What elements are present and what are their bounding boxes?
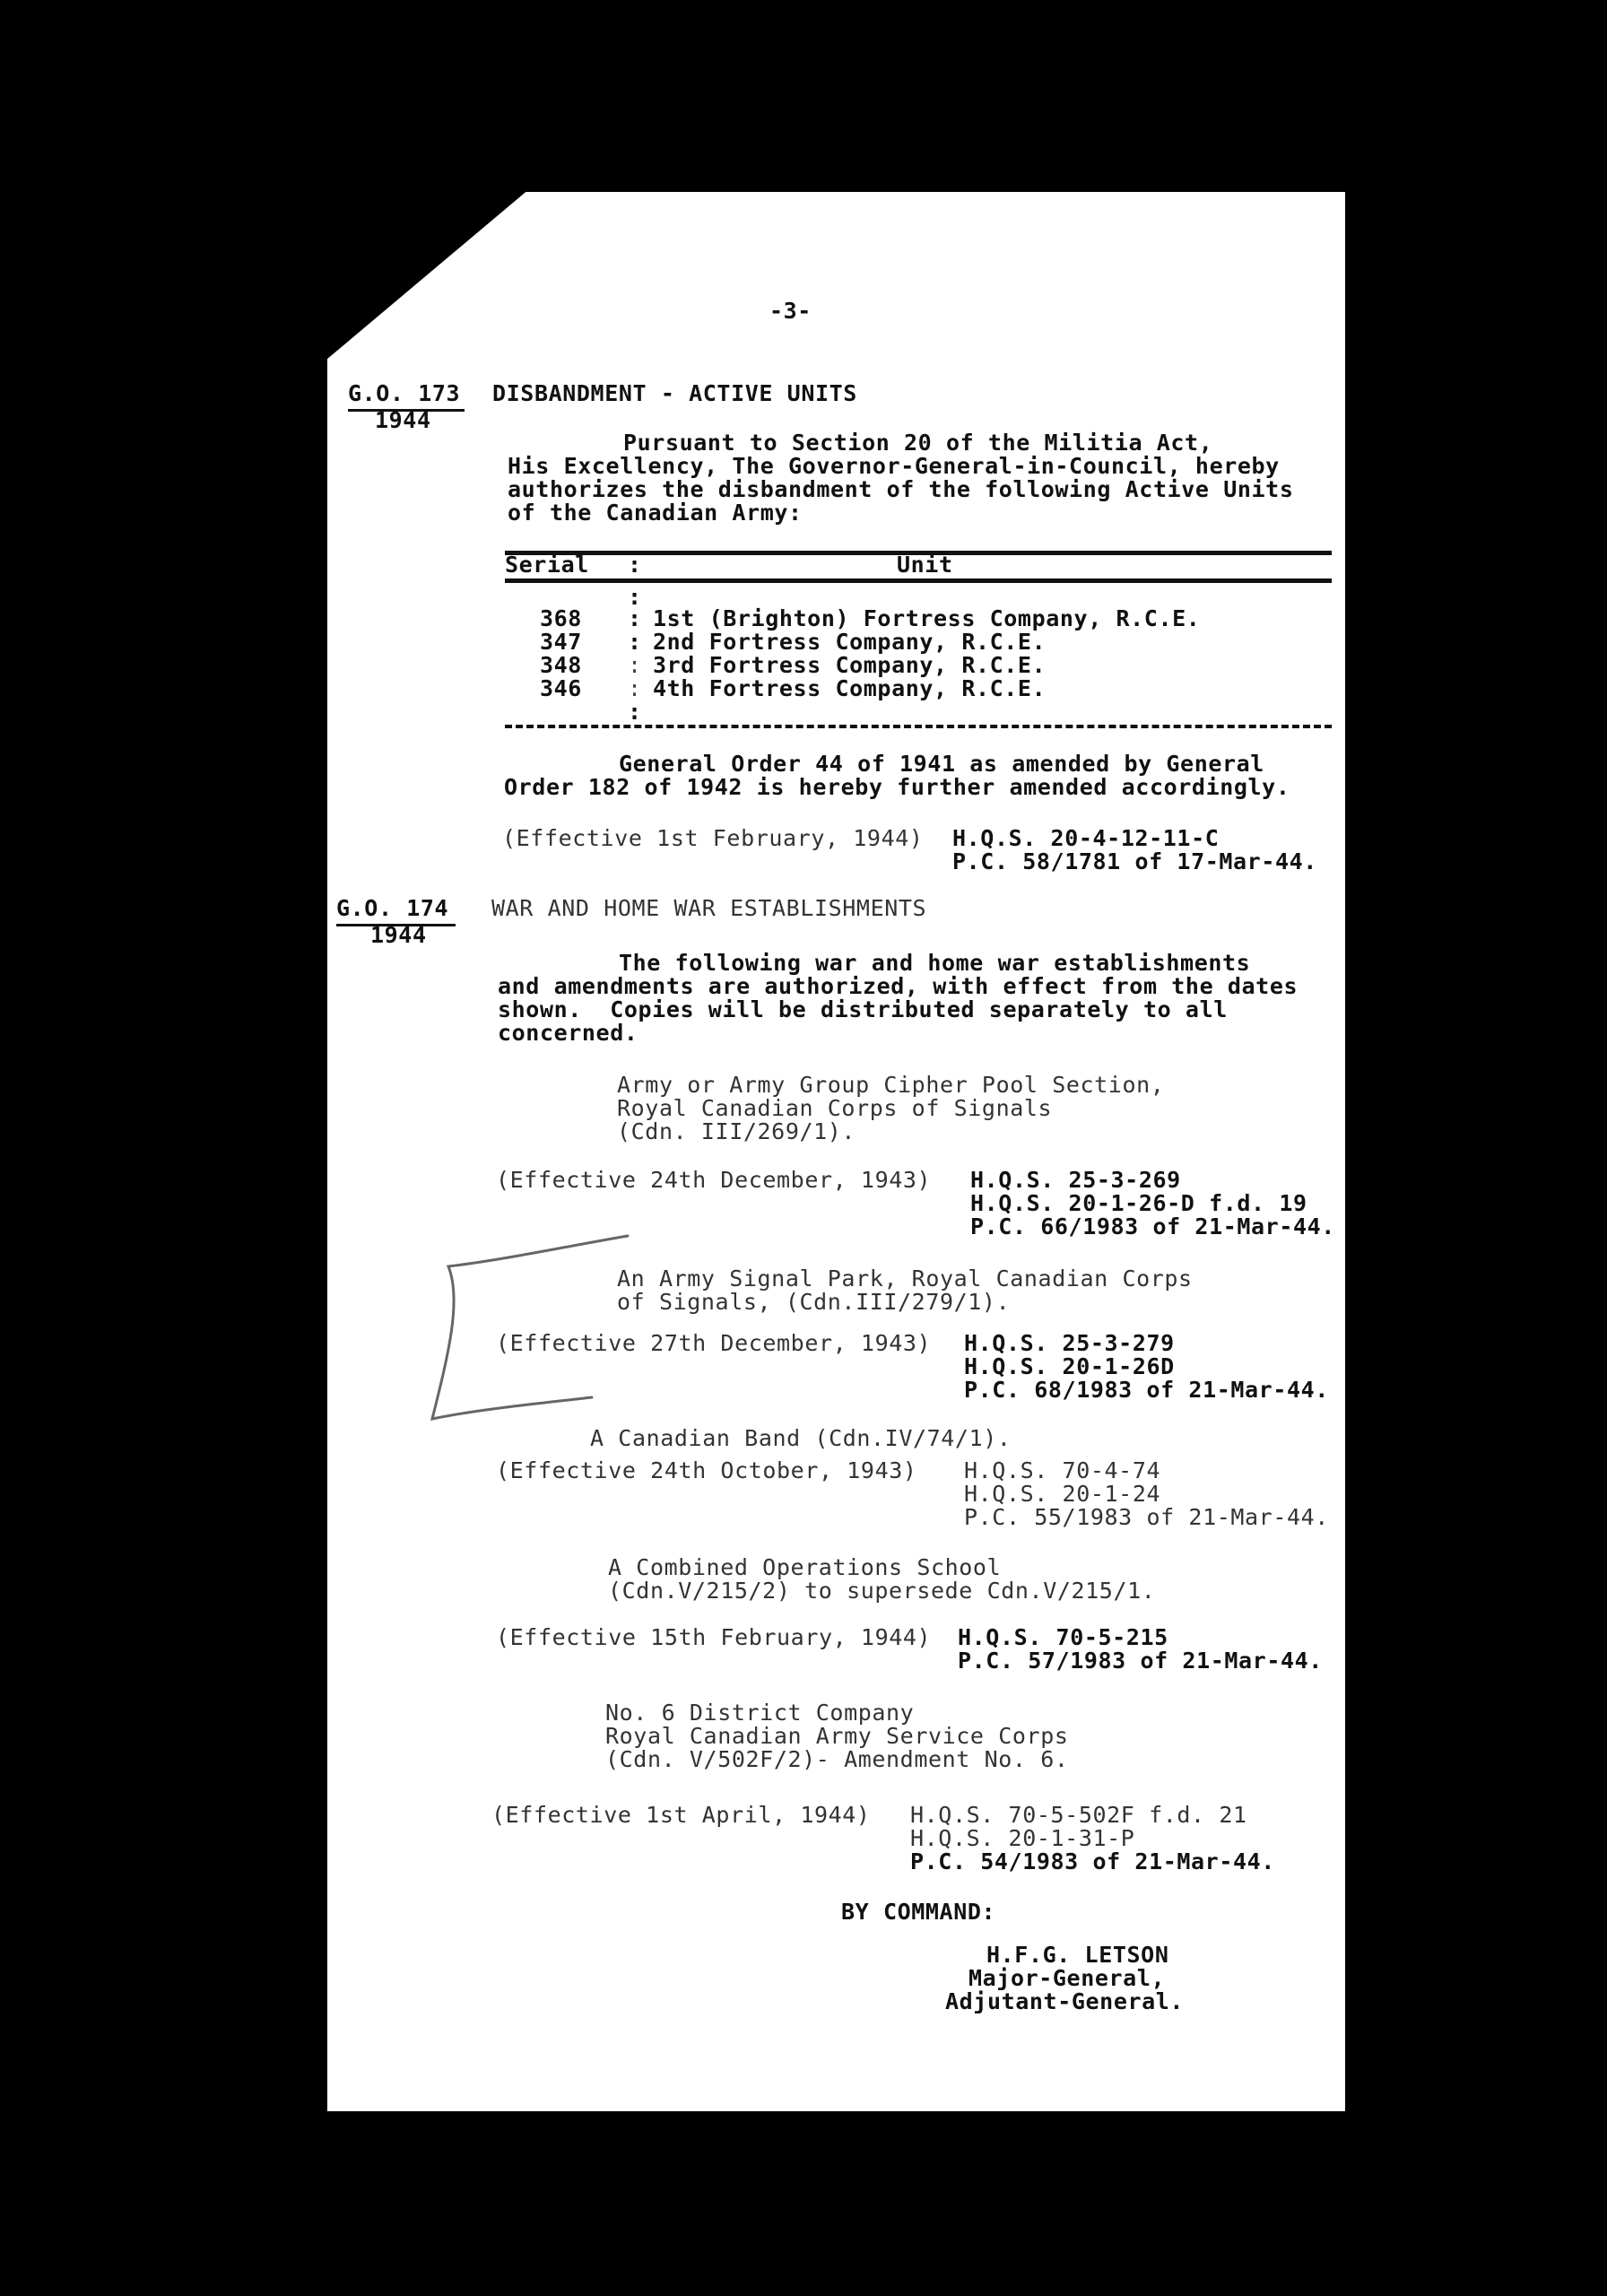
order-174-intro-line: concerned.: [498, 1020, 638, 1046]
table-separator: :: [628, 605, 642, 631]
table-separator: :: [628, 584, 642, 610]
order-174-intro-line: The following war and home war establishments: [619, 950, 1251, 976]
table-cell-unit: 4th Fortress Company, R.C.E.: [653, 675, 1047, 701]
table-header-serial: Serial: [505, 552, 589, 578]
order-173-intro-line: of the Canadian Army:: [508, 500, 803, 526]
order-174-intro-line: shown. Copies will be distributed separately to all: [498, 996, 1228, 1022]
establishment-title-line: A Combined Operations School: [608, 1554, 1002, 1580]
establishment-title-line: (Cdn. V/502F/2)- Amendment No. 6.: [605, 1746, 1069, 1772]
table-separator: :: [628, 652, 642, 678]
order-173-ref: P.C. 58/1781 of 17-Mar-44.: [952, 848, 1317, 874]
order-174-year: 1944: [370, 922, 427, 948]
establishment-title-line: of Signals, (Cdn.III/279/1).: [617, 1289, 1011, 1315]
table-bottom-rule: [505, 725, 1332, 728]
establishment-title-line: Army or Army Group Cipher Pool Section,: [617, 1072, 1165, 1098]
establishment-ref: H.Q.S. 25-3-269: [970, 1167, 1181, 1193]
table-header-rule: [505, 578, 1332, 583]
establishment-title-line: Royal Canadian Army Service Corps: [605, 1723, 1069, 1749]
establishment-ref: H.Q.S. 20-1-31-P: [910, 1825, 1135, 1851]
order-173-effective: (Effective 1st February, 1944): [502, 825, 924, 851]
signatory-rank: Major-General,: [969, 1965, 1166, 1991]
establishment-ref: P.C. 55/1983 of 21-Mar-44.: [964, 1504, 1329, 1530]
order-173-amendment-line: General Order 44 of 1941 as amended by General: [619, 751, 1264, 777]
by-command: BY COMMAND:: [841, 1899, 996, 1925]
table-separator: :: [628, 629, 642, 655]
establishment-title-line: An Army Signal Park, Royal Canadian Corps: [617, 1265, 1193, 1292]
establishment-effective: (Effective 15th February, 1944): [496, 1624, 932, 1650]
establishment-title-line: A Canadian Band (Cdn.IV/74/1).: [590, 1425, 1012, 1451]
table-cell-serial: 368: [540, 605, 582, 631]
order-173-number: G.O. 173: [348, 380, 461, 406]
order-173-year: 1944: [375, 407, 431, 433]
table-cell-unit: 2nd Fortress Company, R.C.E.: [653, 629, 1047, 655]
order-174-number: G.O. 174: [336, 895, 449, 921]
establishment-effective: (Effective 27th December, 1943): [496, 1330, 932, 1356]
pencil-bracket-mark: [421, 1220, 655, 1435]
signatory-title: Adjutant-General.: [945, 1988, 1185, 2014]
order-173-intro-line: authorizes the disbandment of the following Active Units: [508, 476, 1294, 502]
establishment-ref: P.C. 68/1983 of 21-Mar-44.: [964, 1377, 1329, 1403]
table-header-separator: :: [628, 552, 642, 578]
establishment-title-line: Royal Canadian Corps of Signals: [617, 1095, 1053, 1121]
establishment-ref: P.C. 66/1983 of 21-Mar-44.: [970, 1213, 1335, 1239]
signatory-name: H.F.G. LETSON: [986, 1942, 1169, 1968]
establishment-effective: (Effective 24th October, 1943): [496, 1457, 917, 1483]
table-cell-unit: 3rd Fortress Company, R.C.E.: [653, 652, 1047, 678]
establishment-ref: H.Q.S. 25-3-279: [964, 1330, 1175, 1356]
establishment-effective: (Effective 1st April, 1944): [491, 1802, 871, 1828]
establishment-ref: P.C. 54/1983 of 21-Mar-44.: [910, 1848, 1275, 1874]
table-cell-unit: 1st (Brighton) Fortress Company, R.C.E.: [653, 605, 1201, 631]
order-173-amendment-line: Order 182 of 1942 is hereby further amended accordingly.: [504, 774, 1290, 800]
establishment-title-line: No. 6 District Company: [605, 1700, 915, 1726]
table-cell-serial: 347: [540, 629, 582, 655]
table-separator: :: [628, 675, 642, 701]
establishment-ref: H.Q.S. 70-5-502F f.d. 21: [910, 1802, 1247, 1828]
order-174-heading: WAR AND HOME WAR ESTABLISHMENTS: [491, 895, 927, 921]
order-173-intro-line: His Excellency, The Governor-General-in-Council, hereby: [508, 453, 1280, 479]
establishment-effective: (Effective 24th December, 1943): [496, 1167, 932, 1193]
table-separator: :: [628, 699, 642, 725]
establishment-ref: H.Q.S. 20-1-26D: [964, 1353, 1175, 1379]
establishment-ref: H.Q.S. 70-4-74: [964, 1457, 1161, 1483]
establishment-ref: H.Q.S. 20-1-26-D f.d. 19: [970, 1190, 1307, 1216]
establishment-title-line: (Cdn. III/269/1).: [617, 1118, 856, 1144]
table-cell-serial: 346: [540, 675, 582, 701]
order-173-ref: H.Q.S. 20-4-12-11-C: [952, 825, 1220, 851]
order-174-intro-line: and amendments are authorized, with effect from the dates: [498, 973, 1299, 999]
establishment-title-line: (Cdn.V/215/2) to supersede Cdn.V/215/1.: [608, 1578, 1156, 1604]
table-cell-serial: 348: [540, 652, 582, 678]
establishment-ref: P.C. 57/1983 of 21-Mar-44.: [958, 1648, 1323, 1674]
order-173-intro-line: Pursuant to Section 20 of the Militia Act,: [623, 430, 1213, 456]
table-header-unit: Unit: [897, 552, 953, 578]
establishment-ref: H.Q.S. 20-1-24: [964, 1481, 1161, 1507]
establishment-ref: H.Q.S. 70-5-215: [958, 1624, 1168, 1650]
order-173-heading: DISBANDMENT - ACTIVE UNITS: [492, 380, 857, 406]
page-number: -3-: [769, 298, 812, 324]
